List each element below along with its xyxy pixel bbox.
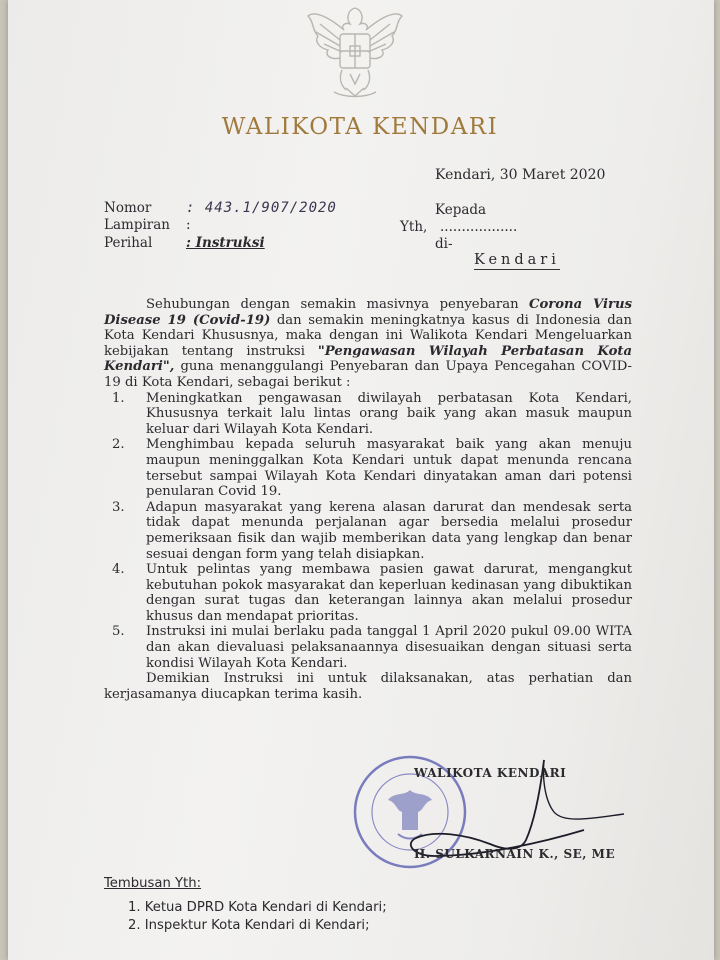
garuda-emblem-icon [300,0,410,105]
list-item: 4. Untuk pelintas yang membawa pasien gawat darurat, mengangkut kebutuhan pokok masyarakat dan keperluan kedinasan yang dibuktikan dengan surat tugas dan keterangan lainnya akan melalui prosedur khusus dan mendapat prioritas. [112,562,632,624]
carbon-copy-list [104,899,387,935]
opening-paragraph: Sehubungan dengan semakin masivnya penyebaran Corona Virus Disease 19 (Covid-19) dan semakin meningkatnya kasus di Indonesia dan Kota Kendari Khususnya, maka dengan ini Walikota Kendari Mengeluarkan kebijakan tentang instruksi "Pengawasan Wilayah Perbatasan Kota Kendari", guna menanggulangi Penyebaran dan Upaya Pencegahan COVID-19 di Kota Kendari, sebagai berikut : [104,297,633,390]
lampiran-value: : [186,217,191,233]
signatory-name: H. SULKARNAIN K., SE, ME [414,847,616,861]
perihal-value: : Instruksi [186,235,265,251]
list-item: 2. Inspektur Kota Kendari di Kendari; [128,918,370,933]
list-item: 2. Menghimbau kepada seluruh masyarakat baik yang akan menuju maupun meninggalkan Kota Kendari untuk dapat menunda rencana tersebut sampai Wilayah Kota Kendari dinyatakan aman dari potensi penularan Covid 19. [112,437,632,500]
perihal-label: Perihal [104,235,153,251]
letter-body [104,297,632,702]
carbon-copy-section [104,876,387,935]
closing-paragraph: Demikian Instruksi ini untuk dilaksanakan, atas perhatian dan kerjasamanya diucapkan terima kasih. [104,671,632,702]
instruction-list [104,391,632,672]
yth-label: Yth, [400,219,428,235]
list-item: 3. Adapun masyarakat yang kerena alasan darurat dan mendesak serta tidak dapat menunda perjalanan agar bersedia melalui prosedur pemeriksaan fisik dan wajib memberikan data yang lengkap dan benar sesuai dengan form yang telah disiapkan. [112,499,632,562]
letter-date: Kendari, 30 Maret 2020 [435,167,606,183]
kepada-label: Kepada [435,202,487,218]
carbon-copy-heading: Tembusan Yth: [104,876,202,891]
list-item: 1. Ketua DPRD Kota Kendari di Kendari; [128,900,387,915]
di-label: di- [435,236,453,252]
list-item: 1. Meningkatkan pengawasan diwilayah perbatasan Kota Kendari, Khususnya terkait lalu lintas orang baik yang akan masuk maupun keluar dari Wilayah Kota Kendari. [112,390,632,437]
lampiran-label: Lampiran [104,217,170,233]
yth-recipient: .................. [440,219,518,235]
list-item: 5. Instruksi ini mulai berlaku pada tanggal 1 April 2020 pukul 09.00 WITA dan akan dievaluasi pelaksanaannya disesuaikan dengan situasi serta kondisi Wilayah Kota Kendari. [112,624,632,671]
destination-city: Kendari [474,252,560,268]
nomor-label: Nomor [104,200,152,216]
signature-block [354,752,634,872]
signature-title: WALIKOTA KENDARI [414,766,567,780]
letterhead-title: WALIKOTA KENDARI [221,114,499,140]
nomor-value: : 443.1/907/2020 [186,200,337,216]
